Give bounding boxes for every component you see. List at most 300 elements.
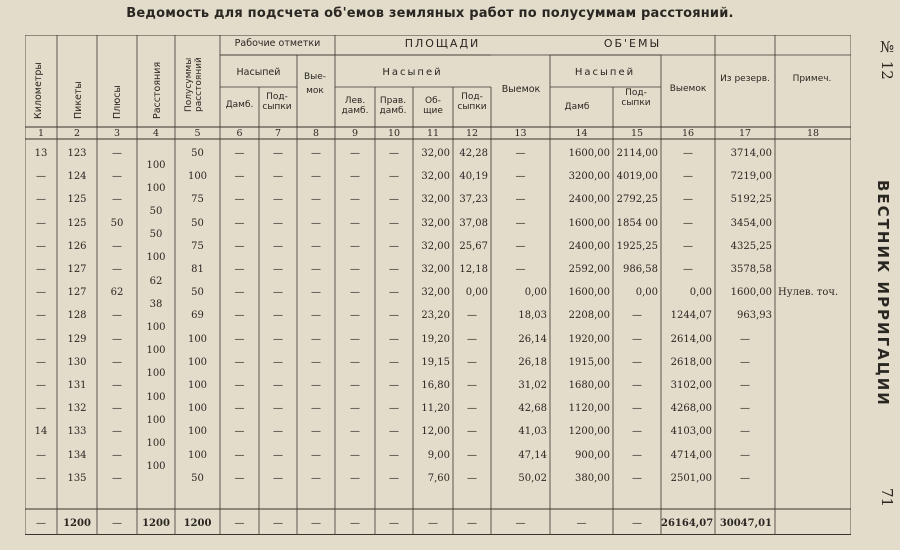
table-cell: 3578,58 — [730, 264, 772, 275]
table-cell: — — [234, 403, 245, 415]
table-cell: — — [234, 194, 245, 206]
table-cell: — — [350, 380, 360, 391]
table-cell: 1200 — [142, 518, 170, 529]
table-cell: — — [234, 217, 245, 229]
table-cell: 100 — [146, 391, 166, 403]
table-cell: 2592,00 — [568, 264, 610, 275]
table-cell: — — [350, 310, 360, 322]
table-cell: — — [389, 426, 399, 438]
table-cell: — — [273, 472, 283, 484]
table-cell: 3200,00 — [568, 171, 610, 183]
table-cell: 1915,00 — [568, 356, 610, 368]
table-cell: — — [389, 171, 399, 183]
table-cell: 100 — [187, 426, 208, 438]
header-km: Километры — [33, 62, 44, 119]
column-number: 9 — [351, 128, 359, 139]
table-cell: 19,20 — [421, 333, 450, 345]
table-cell: — — [515, 171, 526, 183]
table-cell: 123 — [67, 148, 87, 159]
table-cell: 124 — [67, 171, 87, 183]
table-cell: 380,00 — [575, 472, 610, 484]
table-cell: 986,58 — [623, 264, 658, 275]
table-cell: 2400,00 — [568, 194, 610, 206]
table-cell: — — [632, 356, 642, 368]
table-cell: 25,67 — [459, 240, 488, 252]
table-cell: — — [311, 472, 321, 484]
table-cell: 100 — [146, 368, 166, 380]
header-volumes-vyemok: Выемок — [669, 84, 707, 94]
table-cell: — — [36, 472, 46, 484]
table-cell: — — [234, 264, 245, 275]
table-cell: 32,00 — [421, 287, 450, 299]
header-work-dam: Дамб. — [225, 100, 254, 110]
table-cell: — — [683, 240, 693, 252]
table-cell: 42,28 — [459, 148, 488, 159]
table-cell: — — [632, 310, 642, 322]
table-cell: 4103,00 — [670, 426, 712, 438]
table-cell: 100 — [146, 345, 166, 357]
table-cell: 32,00 — [421, 194, 450, 206]
table-cell: 37,08 — [459, 217, 488, 229]
table-cell: — — [740, 472, 750, 484]
table-cell: — — [467, 449, 477, 461]
earthwork-ledger-table — [25, 35, 851, 535]
table-cell: 100 — [146, 461, 166, 473]
table-cell: — — [350, 426, 360, 438]
table-cell: — — [576, 518, 587, 529]
table-cell: 23,20 — [421, 310, 450, 322]
table-cell: 125 — [67, 194, 87, 206]
table-cell: — — [273, 426, 283, 438]
table-cell: — — [36, 403, 46, 415]
table-cell: — — [234, 333, 245, 345]
table-cell: — — [632, 380, 642, 391]
issue-number: № 12 — [878, 38, 896, 80]
table-cell: — — [467, 518, 477, 529]
table-cell: 32,00 — [421, 240, 450, 252]
table-cell: — — [36, 310, 46, 322]
table-cell: — — [112, 426, 122, 438]
table-cell: — — [273, 171, 283, 183]
table-cell: — — [311, 449, 321, 461]
table-cell: — — [389, 240, 399, 252]
table-cell: — — [273, 333, 283, 345]
table-cell: 100 — [146, 438, 166, 449]
table-cell: 62 — [110, 287, 124, 299]
table-cell: 134 — [67, 449, 87, 461]
column-number: 3 — [113, 128, 121, 139]
table-cell: 40,19 — [459, 171, 488, 183]
table-cell: — — [112, 240, 122, 252]
table-cell: — — [36, 333, 46, 345]
table-cell: 16,80 — [421, 380, 450, 391]
table-cell: 50 — [149, 229, 163, 241]
table-cell: — — [311, 194, 321, 206]
table-cell: 50,02 — [518, 472, 547, 484]
table-cell: 19,15 — [421, 356, 450, 368]
column-number: 16 — [681, 128, 695, 139]
table-cell: — — [273, 194, 283, 206]
table-cell: — — [389, 310, 399, 322]
table-cell: 2614,00 — [670, 333, 712, 345]
table-cell: — — [683, 217, 693, 229]
table-cell: — — [632, 518, 642, 529]
header-areas-total: Об-щие — [423, 96, 443, 116]
table-cell: 30047,01 — [719, 518, 772, 529]
table-cell: — — [234, 356, 245, 368]
table-cell: 62 — [149, 275, 163, 287]
table-cell: — — [273, 380, 283, 391]
table-cell: 50 — [191, 287, 204, 299]
table-cell: 126 — [67, 240, 87, 252]
table-cell: — — [273, 264, 283, 275]
column-number: 14 — [575, 128, 588, 139]
table-cell: — — [273, 217, 283, 229]
column-number: 11 — [426, 128, 440, 139]
table-cell: 12,18 — [459, 264, 488, 275]
header-areas-pod: Под-сыпки — [457, 92, 487, 112]
column-number: 13 — [514, 128, 527, 139]
table-cell: 1244,07 — [670, 310, 712, 322]
table-cell: — — [467, 333, 477, 345]
table-cell: — — [515, 217, 526, 229]
table-cell: — — [311, 403, 321, 415]
table-cell: — — [467, 472, 477, 484]
header-volumes-dam: Дамб — [564, 102, 590, 112]
table-cell: — — [234, 449, 245, 461]
table-cell: — — [350, 287, 360, 299]
table-cell: — — [234, 240, 245, 252]
table-cell: — — [112, 310, 122, 322]
table-cell: — — [311, 171, 321, 183]
table-cell: 1600,00 — [730, 287, 772, 299]
table-cell: 100 — [187, 403, 208, 415]
table-cell: — — [389, 356, 399, 368]
column-number: 4 — [152, 128, 160, 139]
table-cell: 131 — [67, 380, 87, 391]
table-cell: — — [36, 194, 46, 206]
table-cell: — — [350, 240, 360, 252]
table-cell: 37,23 — [459, 194, 488, 206]
table-cell: — — [389, 287, 399, 299]
table-cell: 100 — [146, 182, 166, 194]
table-cell: — — [632, 449, 642, 461]
header-areas-fill: Насыпей — [382, 67, 443, 78]
table-cell: — — [311, 148, 321, 159]
table-cell: 50 — [191, 472, 204, 484]
table-cell: — — [389, 518, 399, 529]
table-cell: — — [36, 264, 46, 275]
table-cell: — — [311, 426, 321, 438]
table-cell: — — [350, 472, 360, 484]
table-cell: — — [389, 403, 399, 415]
table-cell: — — [467, 356, 477, 368]
table-cell: — — [112, 380, 122, 391]
table-cell: — — [234, 171, 245, 183]
table-cell: 47,14 — [518, 449, 547, 461]
table-cell: 26,18 — [518, 356, 547, 368]
table-cell: — — [112, 264, 122, 275]
header-work-vyemok: Вые-мок — [303, 72, 327, 96]
table-cell: 4714,00 — [670, 449, 712, 461]
table-cell: — — [389, 217, 399, 229]
table-cell: — — [311, 264, 321, 275]
column-number: 6 — [236, 128, 243, 139]
table-cell: — — [112, 518, 122, 529]
table-cell: — — [515, 518, 526, 529]
table-cell: 32,00 — [421, 148, 450, 159]
table-cell: — — [273, 148, 283, 159]
table-cell: 7219,00 — [730, 171, 772, 183]
table-cell: 1854 00 — [616, 217, 658, 229]
table-cell: 130 — [67, 356, 87, 368]
table-cell: — — [389, 194, 399, 206]
table-cell: — — [311, 518, 321, 529]
table-cell: 129 — [67, 333, 87, 345]
table-cell: 75 — [191, 194, 204, 206]
table-cell: — — [350, 356, 360, 368]
table-cell: — — [467, 403, 477, 415]
table-cell: 900,00 — [575, 449, 610, 461]
table-cell: — — [234, 518, 245, 529]
table-cell: — — [515, 148, 526, 159]
table-cell: 42,68 — [518, 403, 547, 415]
table-cell: 4019,00 — [616, 171, 658, 183]
header-plus: Плюсы — [112, 85, 123, 119]
table-cell: — — [428, 518, 438, 529]
table-cell: — — [234, 380, 245, 391]
table-cell: 26164,07 — [661, 518, 714, 529]
table-cell: — — [350, 171, 360, 183]
table-cell: — — [515, 240, 526, 252]
table-cell: 4325,25 — [730, 240, 772, 252]
table-cell: 18,03 — [518, 310, 547, 322]
table-cell: — — [683, 264, 693, 275]
table-cell: — — [273, 240, 283, 252]
table-cell: — — [273, 356, 283, 368]
table-cell: — — [273, 287, 283, 299]
table-cell: 12,00 — [421, 426, 450, 438]
table-cell: — — [350, 194, 360, 206]
table-cell: 0,00 — [524, 287, 547, 299]
table-cell: — — [632, 426, 642, 438]
column-number: 15 — [630, 128, 644, 139]
table-cell: 26,14 — [518, 333, 547, 345]
header-volumes-fill: Насыпей — [574, 67, 636, 78]
table-cell: — — [467, 380, 477, 391]
table-cell: — — [112, 333, 122, 345]
table-cell: 0,00 — [689, 287, 712, 299]
table-cell: — — [311, 240, 321, 252]
table-cell: 100 — [187, 356, 208, 368]
table-cell: — — [683, 171, 693, 183]
header-notes: Примеч. — [792, 74, 832, 84]
table-cell: 41,03 — [518, 426, 547, 438]
table-cell: — — [112, 403, 122, 415]
table-cell: 1200,00 — [568, 426, 610, 438]
table-cell: — — [311, 217, 321, 229]
table-cell: 38 — [149, 298, 163, 310]
table-cell: 135 — [67, 472, 87, 484]
table-cell: 14 — [34, 426, 48, 438]
table-cell: — — [273, 310, 283, 322]
table-cell: 133 — [67, 426, 87, 438]
table-cell: — — [112, 194, 122, 206]
column-number: 5 — [194, 128, 201, 139]
table-cell: — — [740, 333, 750, 345]
table-cell: — — [350, 403, 360, 415]
table-cell: — — [36, 356, 46, 368]
table-cell: — — [632, 403, 642, 415]
table-cell: — — [740, 449, 750, 461]
table-cell: 127 — [67, 264, 87, 275]
table-cell: 100 — [187, 380, 208, 391]
table-cell: 2208,00 — [568, 310, 610, 322]
table-cell: — — [740, 426, 750, 438]
header-work-fill: Насыпей — [236, 67, 281, 78]
table-cell: 1600,00 — [568, 287, 610, 299]
column-number: 10 — [387, 128, 401, 139]
table-cell: — — [740, 356, 750, 368]
table-cell: — — [632, 333, 642, 345]
table-cell: 81 — [191, 264, 204, 275]
table-cell: 32,00 — [421, 264, 450, 275]
table-cell: 1925,25 — [616, 240, 658, 252]
table-cell: — — [273, 518, 283, 529]
header-volumes-pod: Под-сыпки — [621, 88, 651, 108]
table-cell: — — [311, 356, 321, 368]
table-cell: 127 — [67, 287, 87, 299]
table-cell: — — [740, 403, 750, 415]
table-cell: — — [273, 403, 283, 415]
table-cell: 1600,00 — [568, 217, 610, 229]
table-cell: — — [389, 264, 399, 275]
table-cell: — — [350, 449, 360, 461]
table-cell: — — [112, 148, 122, 159]
table-cell: — — [311, 380, 321, 391]
table-cell: — — [311, 310, 321, 322]
table-cell: 2501,00 — [670, 472, 712, 484]
table-cell: — — [467, 310, 477, 322]
table-cell: — — [36, 217, 46, 229]
table-cell: 100 — [187, 333, 208, 345]
table-cell: 3102,00 — [670, 380, 712, 391]
table-cell: — — [36, 380, 46, 391]
table-cell: 50 — [149, 206, 163, 217]
table-cell: — — [36, 518, 46, 529]
table-cell: 3454,00 — [730, 217, 772, 229]
table-cell: — — [36, 240, 46, 252]
table-cell: — — [36, 287, 46, 299]
table-cell: 2792,25 — [616, 194, 658, 206]
table-cell: — — [389, 472, 399, 484]
table-cell: — — [273, 449, 283, 461]
table-cell: 13 — [34, 148, 48, 159]
table-cell: 1920,00 — [568, 333, 610, 345]
header-areas-left-dam: Лев. дамб. — [341, 96, 369, 116]
table-cell: — — [683, 194, 693, 206]
table-cell: — — [740, 380, 750, 391]
table-cell: 50 — [191, 217, 204, 229]
table-cell: — — [234, 472, 245, 484]
table-cell: — — [112, 472, 122, 484]
table-cell: 75 — [191, 240, 204, 252]
table-cell: — — [350, 264, 360, 275]
table-cell: — — [234, 287, 245, 299]
header-volumes: ОБ'ЕМЫ — [603, 37, 662, 50]
column-number: 18 — [806, 128, 820, 139]
table-cell: 4268,00 — [670, 403, 712, 415]
table-cell: Нулев. точ. — [778, 287, 839, 299]
table-cell: 3714,00 — [730, 148, 772, 159]
table-cell: 125 — [67, 217, 87, 229]
table-cell: 100 — [187, 171, 208, 183]
table-cell: — — [234, 148, 245, 159]
table-cell: — — [389, 449, 399, 461]
table-cell: 32,00 — [421, 171, 450, 183]
column-number: 12 — [465, 128, 479, 139]
table-cell: — — [36, 449, 46, 461]
table-cell: 2400,00 — [568, 240, 610, 252]
table-cell: 31,02 — [518, 380, 547, 391]
table-cell: 100 — [146, 414, 166, 426]
journal-name: ВЕСТНИК ИРРИГАЦИИ — [874, 180, 892, 407]
table-cell: — — [389, 380, 399, 391]
header-half: Полусуммы расстояний — [184, 57, 204, 113]
page-title: Ведомость для подсчета об'емов земляных работ по полусуммам расстояний. — [126, 6, 734, 21]
table-cell: 132 — [67, 403, 87, 415]
table-cell: — — [515, 194, 526, 206]
table-cell: — — [350, 148, 360, 159]
table-cell: — — [515, 264, 526, 275]
table-cell: 50 — [191, 148, 204, 159]
table-cell: — — [389, 333, 399, 345]
header-areas-right-dam: Прав. дамб. — [379, 96, 407, 116]
table-cell: 2618,00 — [670, 356, 712, 368]
table-cell: 1120,00 — [568, 403, 610, 415]
header-areas-vyemok: Выемок — [501, 84, 541, 95]
table-cell: 32,00 — [421, 217, 450, 229]
table-cell: 100 — [187, 449, 208, 461]
table-cell: 963,93 — [737, 310, 772, 322]
table-cell: — — [632, 472, 642, 484]
header-dist: Расстояния — [152, 61, 163, 119]
table-cell: 128 — [67, 310, 87, 322]
table-cell: 0,00 — [635, 287, 658, 299]
table-cell: — — [311, 333, 321, 345]
table-cell: — — [112, 171, 122, 183]
table-cell: 50 — [110, 217, 124, 229]
table-cell: — — [234, 310, 245, 322]
table-cell: 2114,00 — [616, 148, 658, 159]
table-cell: — — [683, 148, 693, 159]
table-cell: 11,20 — [421, 403, 450, 415]
table-cell: 69 — [191, 310, 204, 322]
table-cell: 1200 — [63, 518, 91, 529]
page-number: 71 — [878, 488, 896, 508]
table-cell: — — [112, 356, 122, 368]
table-cell: — — [350, 518, 360, 529]
column-number: 17 — [738, 128, 752, 139]
column-number: 2 — [73, 128, 81, 139]
column-number: 7 — [274, 128, 282, 139]
table-cell: 5192,25 — [730, 194, 772, 206]
header-from-reserve: Из резерв. — [720, 74, 770, 84]
header-areas: ПЛОЩАДИ — [404, 37, 481, 50]
table-cell: 7,60 — [427, 472, 450, 484]
table-cell: — — [467, 426, 477, 438]
column-number: 1 — [37, 128, 45, 139]
